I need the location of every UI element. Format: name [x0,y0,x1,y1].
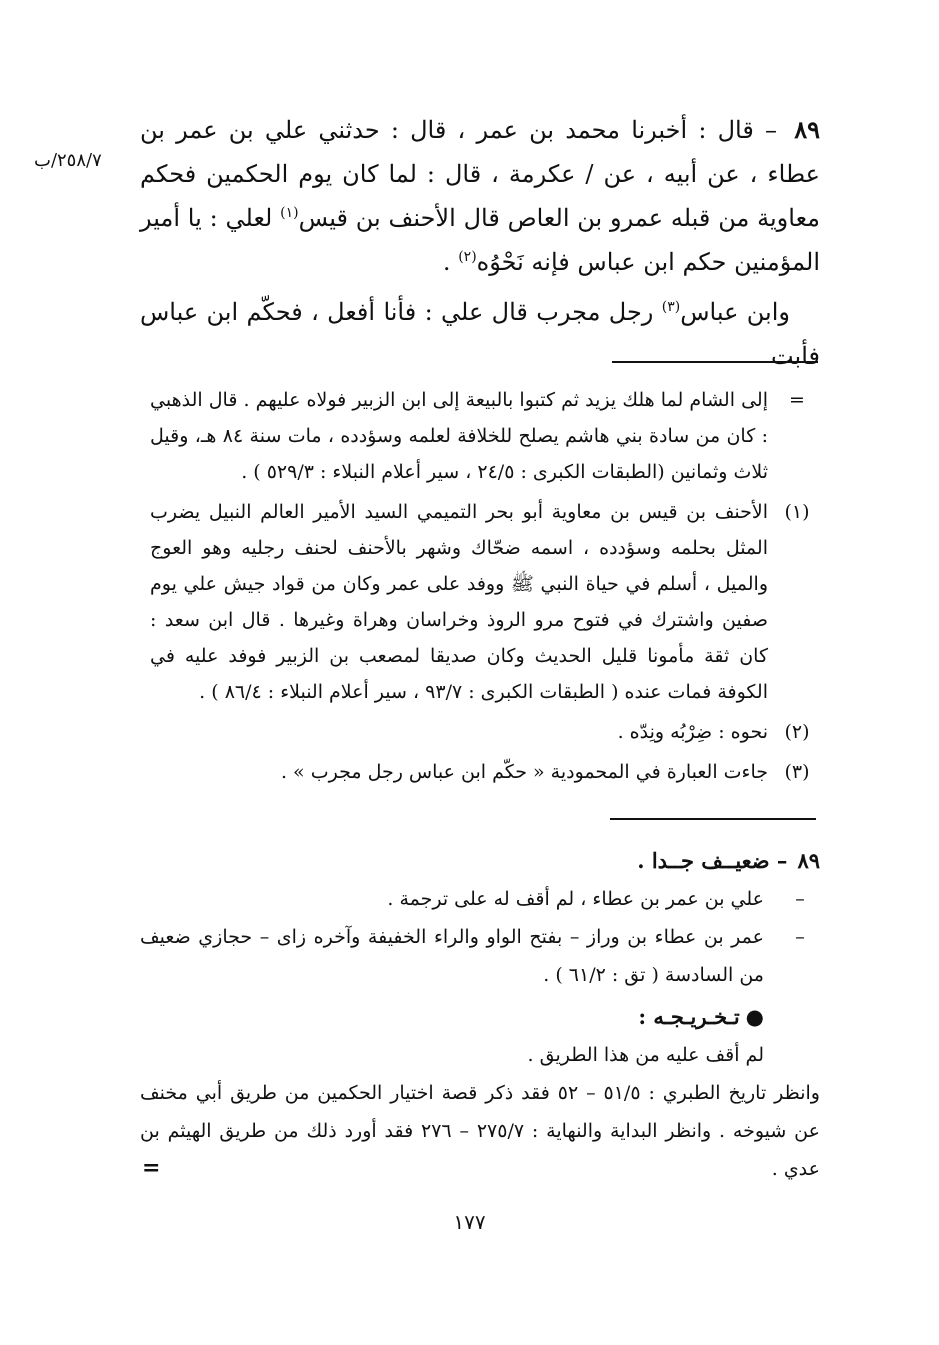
footnote-text: نحوه : ضِرْبُه ونِدّه . [617,721,768,743]
footnote-text: إلى الشام لما هلك يزيد ثم كتبوا بالبيعة إلى ابن الزبير فولاه عليهم . قال الذهبي : كان من سادة بني هاشم يصلح للخلافة لعلمه وسؤدده ، مات سنة ٨٤ هـ، وقيل ثلاث وثمانين (الطبقات الكبرى : ٢٤/٥ ، سير أعلام النبلاء : ٥٢٩/٣ ) . [150,389,768,483]
grading-number: ٨٩ [797,848,820,873]
footnote-ref-1: (١) [280,205,299,221]
footnotes [150,382,820,794]
main-paragraph-2 [140,290,820,378]
main-text-part-2: لعلي : يا أمير المؤمنين حكم ابن عباس فإنه نَحْوُه [140,204,820,276]
grading-title-text: – ضعيــف جــدا . [637,848,788,873]
main-text-block [140,108,820,378]
footnote-ref-3: (٣) [661,299,681,315]
takhrij-line: وانظر تاريخ الطبري : ٥١/٥ – ٥٢ فقد ذكر قصة اختيار الحكمين من طريق أبي مخنف عن شيوخه . وانظر البداية والنهاية : ٢٧٥/٧ – ٢٧٦ فقد أورد ذلك من طريق الهيثم بن عدي . [140,1082,820,1180]
footnote-1 [150,494,820,710]
dash-marker: – [795,926,805,948]
hadith-number: ٨٩ [794,115,820,144]
footnote-text: الأحنف بن قيس بن معاوية أبو بحر التميمي السيد الأمير العالم النبيل يضرب المثل بحلمه وسؤدده ، اسمه ضحّاك وشهر بالأحنف لحنف رجليه وهو العوج والميل ، أسلم في حياة النبي ﷺ ووفد على عمر وكان من قواد جيش علي يوم صفين واشترك في فتوح مرو الروذ وخراسان وهراة وغيرها . قال ابن سعد : كان ثقة مأمونا قليل الحديث وكان صديقا لمصعب بن الزبير فوفد عليه في الكوفة فمات عنده ( الطبقات الكبرى : ٩٣/٧ ، سير أعلام النبلاء : ٨٦/٤ ) . [150,501,768,703]
narrator-text: علي بن عمر بن عطاء ، لم أقف له على ترجمة . [387,888,764,910]
footnote-marker: = [789,389,805,411]
narrator-text: عمر بن عطاء بن وراز – بفتح الواو والراء الخفيفة وآخره زاى – حجازي ضعيف من السادسة ( تق : ٦١/٢ ) . [140,926,764,986]
dash-marker: – [795,888,805,910]
margin-manuscript-reference: ٢٥٨/٧/ب [34,150,102,171]
grading-section [140,842,820,1188]
section-divider [610,818,816,820]
main-text-part-4: وابن عباس [680,298,790,326]
main-paragraph-1 [140,108,820,284]
bullet-icon: ● [745,1004,764,1029]
footnote-marker: (٢) [784,721,810,743]
footnote-2 [150,714,820,750]
main-text-part-5: رجل مجرب قال علي : فأنا أفعل ، فحكّم ابن عباس فأبت [140,298,820,370]
takhrij-label: تـخـريـجـه : [638,1004,740,1029]
footnote-marker: (٣) [784,761,810,783]
main-text-part-1: – قال : أخبرنا محمد بن عمر ، قال : حدثني علي بن عمر بن عطاء ، عن أبيه ، عن / عكرمة ، قال : لما كان يوم الحكمين فحكم معاوية من قبله عمرو بن العاص قال الأحنف بن قيس [140,116,821,232]
narrator-item [140,880,820,918]
grading-title [140,842,820,880]
main-text-part-3: . [442,248,451,276]
narrator-item [140,918,820,994]
footnote-3 [150,754,820,790]
footnote-text: جاءت العبارة في المحمودية « حكّم ابن عباس رجل مجرب » . [280,761,768,783]
footnote-divider [612,361,818,363]
page-number: ١٧٧ [453,1210,486,1234]
takhrij-heading [140,998,820,1036]
continuation-mark: = [142,1155,161,1181]
footnote-continuation [150,382,820,490]
takhrij-line: لم أقف عليه من هذا الطريق . [527,1044,764,1066]
footnote-ref-2: (٢) [458,249,477,265]
footnote-marker: (١) [784,501,810,523]
